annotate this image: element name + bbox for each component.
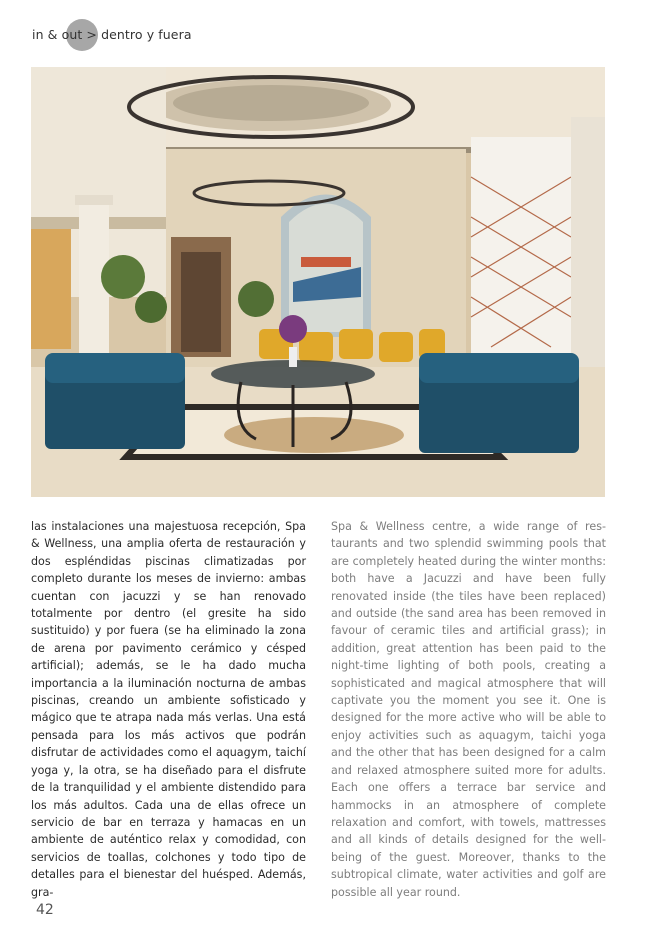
spanish-text-column: las instalaciones una majestuosa recepción, Spa & Wellness, una amplia oferta de restauración y dos espléndidas piscinas climatizadas por completo durante los meses de invierno: ambas cuentan con jacuzzi y se han renovado totalmente por dentro (el gresite ha sido sustituido) y por fuera (se ha eliminado la zona de arena por pavimento cerámico y césped artificial); además, se le ha dado mucha importancia a la iluminación nocturna de ambas piscinas, creando un ambiente sofisticado y mágico que te atrapa nada más verlas. Una está pensada para los más activos que podrán disfrutar de actividades como el aquagym, taichí yoga y, la otra, se ha diseñado para el disfrute de la tranquilidad y el ambiente distendido para los más adultos. Cada una de ellas ofrece un servicio de bar en terraza y hamacas en un ambiente de auténtico relax y comodidad, con servicios de toallas, colchones y todo tipo de detalles para el bienestar del huésped. Además, gra- xyxy=(31,520,306,899)
english-text-column: Spa & Wellness centre, a wide range of restaurants and two splendid swimming pools that are completely heated during the winter months: both have a Jacuzzi and have been fully renovated inside (the tiles have been replaced) and outside (the sand area has been removed in favour of ceramic tiles and artificial grass); in addition, great attention has been paid to the night-time lighting of both pools, creating a sophisticated and magical atmosphere that will captivate you the moment you see it. One is designed for the more active who will be able to enjoy activities such as aquagym, taichi yoga and the other that has been designed for a calm and relaxed atmosphere suited more for adults. Each one offers a terrace bar service and hammocks in an atmosphere of complete relaxation and comfort, with towels, mattresses and all kinds of details designed for the well-being of the guest. Moreover, thanks to the subtropical climate, water activities and golf are possible all year round. xyxy=(331,520,606,899)
section-header xyxy=(32,20,192,50)
section-label: in & out > dentro y fuera xyxy=(32,27,192,42)
page-number: 42 xyxy=(36,902,54,918)
hotel-lobby-photo xyxy=(31,67,605,497)
